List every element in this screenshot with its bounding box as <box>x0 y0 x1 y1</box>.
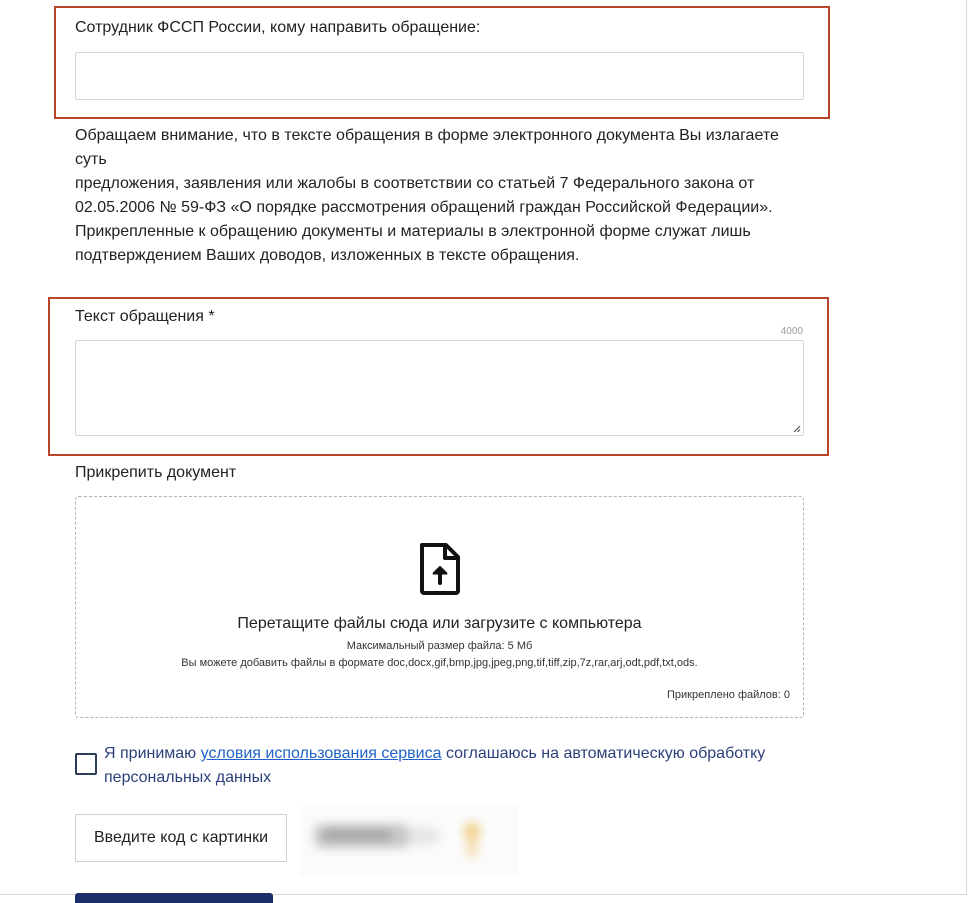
notice-text <box>75 124 795 268</box>
attached-files-count: Прикреплено файлов: 0 <box>666 689 790 701</box>
notice-line-2: предложения, заявления или жалобы в соответствии со статьей 7 Федерального закона от 02.05.2006 № 59-ФЗ «О порядке рассмотрения обращений граждан Российской Федерации». <box>75 175 773 216</box>
resize-handle-icon[interactable] <box>791 423 801 433</box>
file-upload-icon <box>418 543 462 595</box>
notice-line-1: Обращаем внимание, что в тексте обращения в форме электронного документа Вы излагаете суть <box>75 127 779 168</box>
allowed-formats: Вы можете добавить файлы в формате doc,docx,gif,bmp,jpg,jpeg,png,tif,tiff,zip,7z,rar,arj,odt,pdf,txt,ods. <box>181 657 698 669</box>
captcha-image <box>300 806 518 876</box>
message-textarea[interactable] <box>75 340 804 436</box>
employee-input[interactable] <box>75 52 804 100</box>
notice-line-3: Прикрепленные к обращению документы и материалы в электронной форме служат лишь подтверждением Ваших доводов, изложенных в тексте обращения. <box>75 223 751 264</box>
captcha-picture <box>300 806 518 876</box>
max-file-size: Максимальный размер файла: 5 Мб <box>346 640 533 652</box>
character-counter: 4000 <box>780 326 803 337</box>
file-dropzone[interactable] <box>75 496 804 718</box>
consent-checkbox[interactable] <box>75 753 97 775</box>
consent-suffix: соглашаюсь на автоматическую обработку персональных данных <box>104 745 766 786</box>
dropzone-title: Перетащите файлы сюда или загрузите с компьютера <box>237 615 642 632</box>
terms-link[interactable]: условия использования сервиса <box>200 745 442 762</box>
captcha-input-button[interactable]: Введите код с картинки <box>75 814 287 862</box>
message-field-label: Текст обращения * <box>75 308 215 325</box>
submit-button[interactable] <box>75 893 273 903</box>
consent-prefix: Я принимаю <box>104 745 201 762</box>
employee-field-label: Сотрудник ФССП России, кому направить обращение: <box>75 19 481 36</box>
consent-text <box>104 742 824 790</box>
attachment-label: Прикрепить документ <box>75 464 237 481</box>
